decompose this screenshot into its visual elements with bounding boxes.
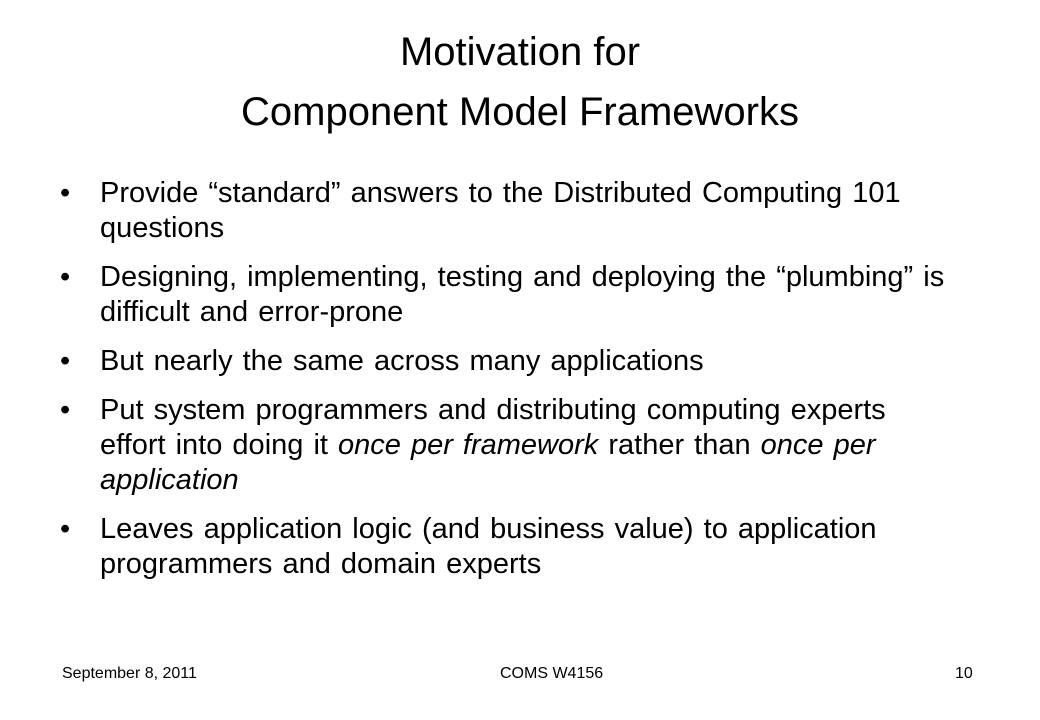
bullet-text bbox=[100, 513, 877, 580]
bullet-segment: Leaves application logic (and business value) to application programmers and domain experts bbox=[100, 513, 877, 580]
bullet-symbol: • bbox=[60, 394, 71, 426]
bullet-item bbox=[60, 176, 960, 246]
bullet-item bbox=[60, 344, 960, 379]
bullet-symbol: • bbox=[60, 177, 71, 209]
bullet-segment: But nearly the same across many applications bbox=[100, 345, 704, 377]
bullet-item bbox=[60, 512, 960, 582]
bullet-text bbox=[100, 177, 901, 244]
bullet-text bbox=[100, 261, 944, 328]
bullet-segment: Provide “standard” answers to the Distributed Computing 101 questions bbox=[100, 177, 901, 244]
bullet-segment-italic: once per framework bbox=[338, 429, 599, 461]
footer-date: September 8, 2011 bbox=[62, 665, 197, 682]
bullet-symbol: • bbox=[60, 345, 71, 377]
bullet-symbol: • bbox=[60, 513, 71, 545]
bullet-text bbox=[100, 345, 704, 377]
bullet-list bbox=[60, 176, 960, 596]
bullet-item bbox=[60, 393, 960, 498]
bullet-segment-italic: once per application bbox=[100, 429, 876, 496]
bullet-segment: Put system programmers and distributing computing experts effort into doing it bbox=[100, 394, 886, 461]
bullet-symbol: • bbox=[60, 261, 71, 293]
slide-title-line-1: Motivation for bbox=[399, 30, 641, 74]
bullet-segment: Designing, implementing, testing and deploying the “plumbing” is difficult and error-prone bbox=[100, 261, 945, 328]
bullet-item bbox=[60, 260, 960, 330]
footer-course: COMS W4156 bbox=[500, 665, 604, 682]
bullet-text bbox=[100, 394, 886, 496]
slide-title-line-2: Component Model Frameworks bbox=[241, 90, 799, 134]
bullet-segment: rather than bbox=[598, 429, 761, 461]
footer-page-number: 10 bbox=[955, 665, 973, 682]
